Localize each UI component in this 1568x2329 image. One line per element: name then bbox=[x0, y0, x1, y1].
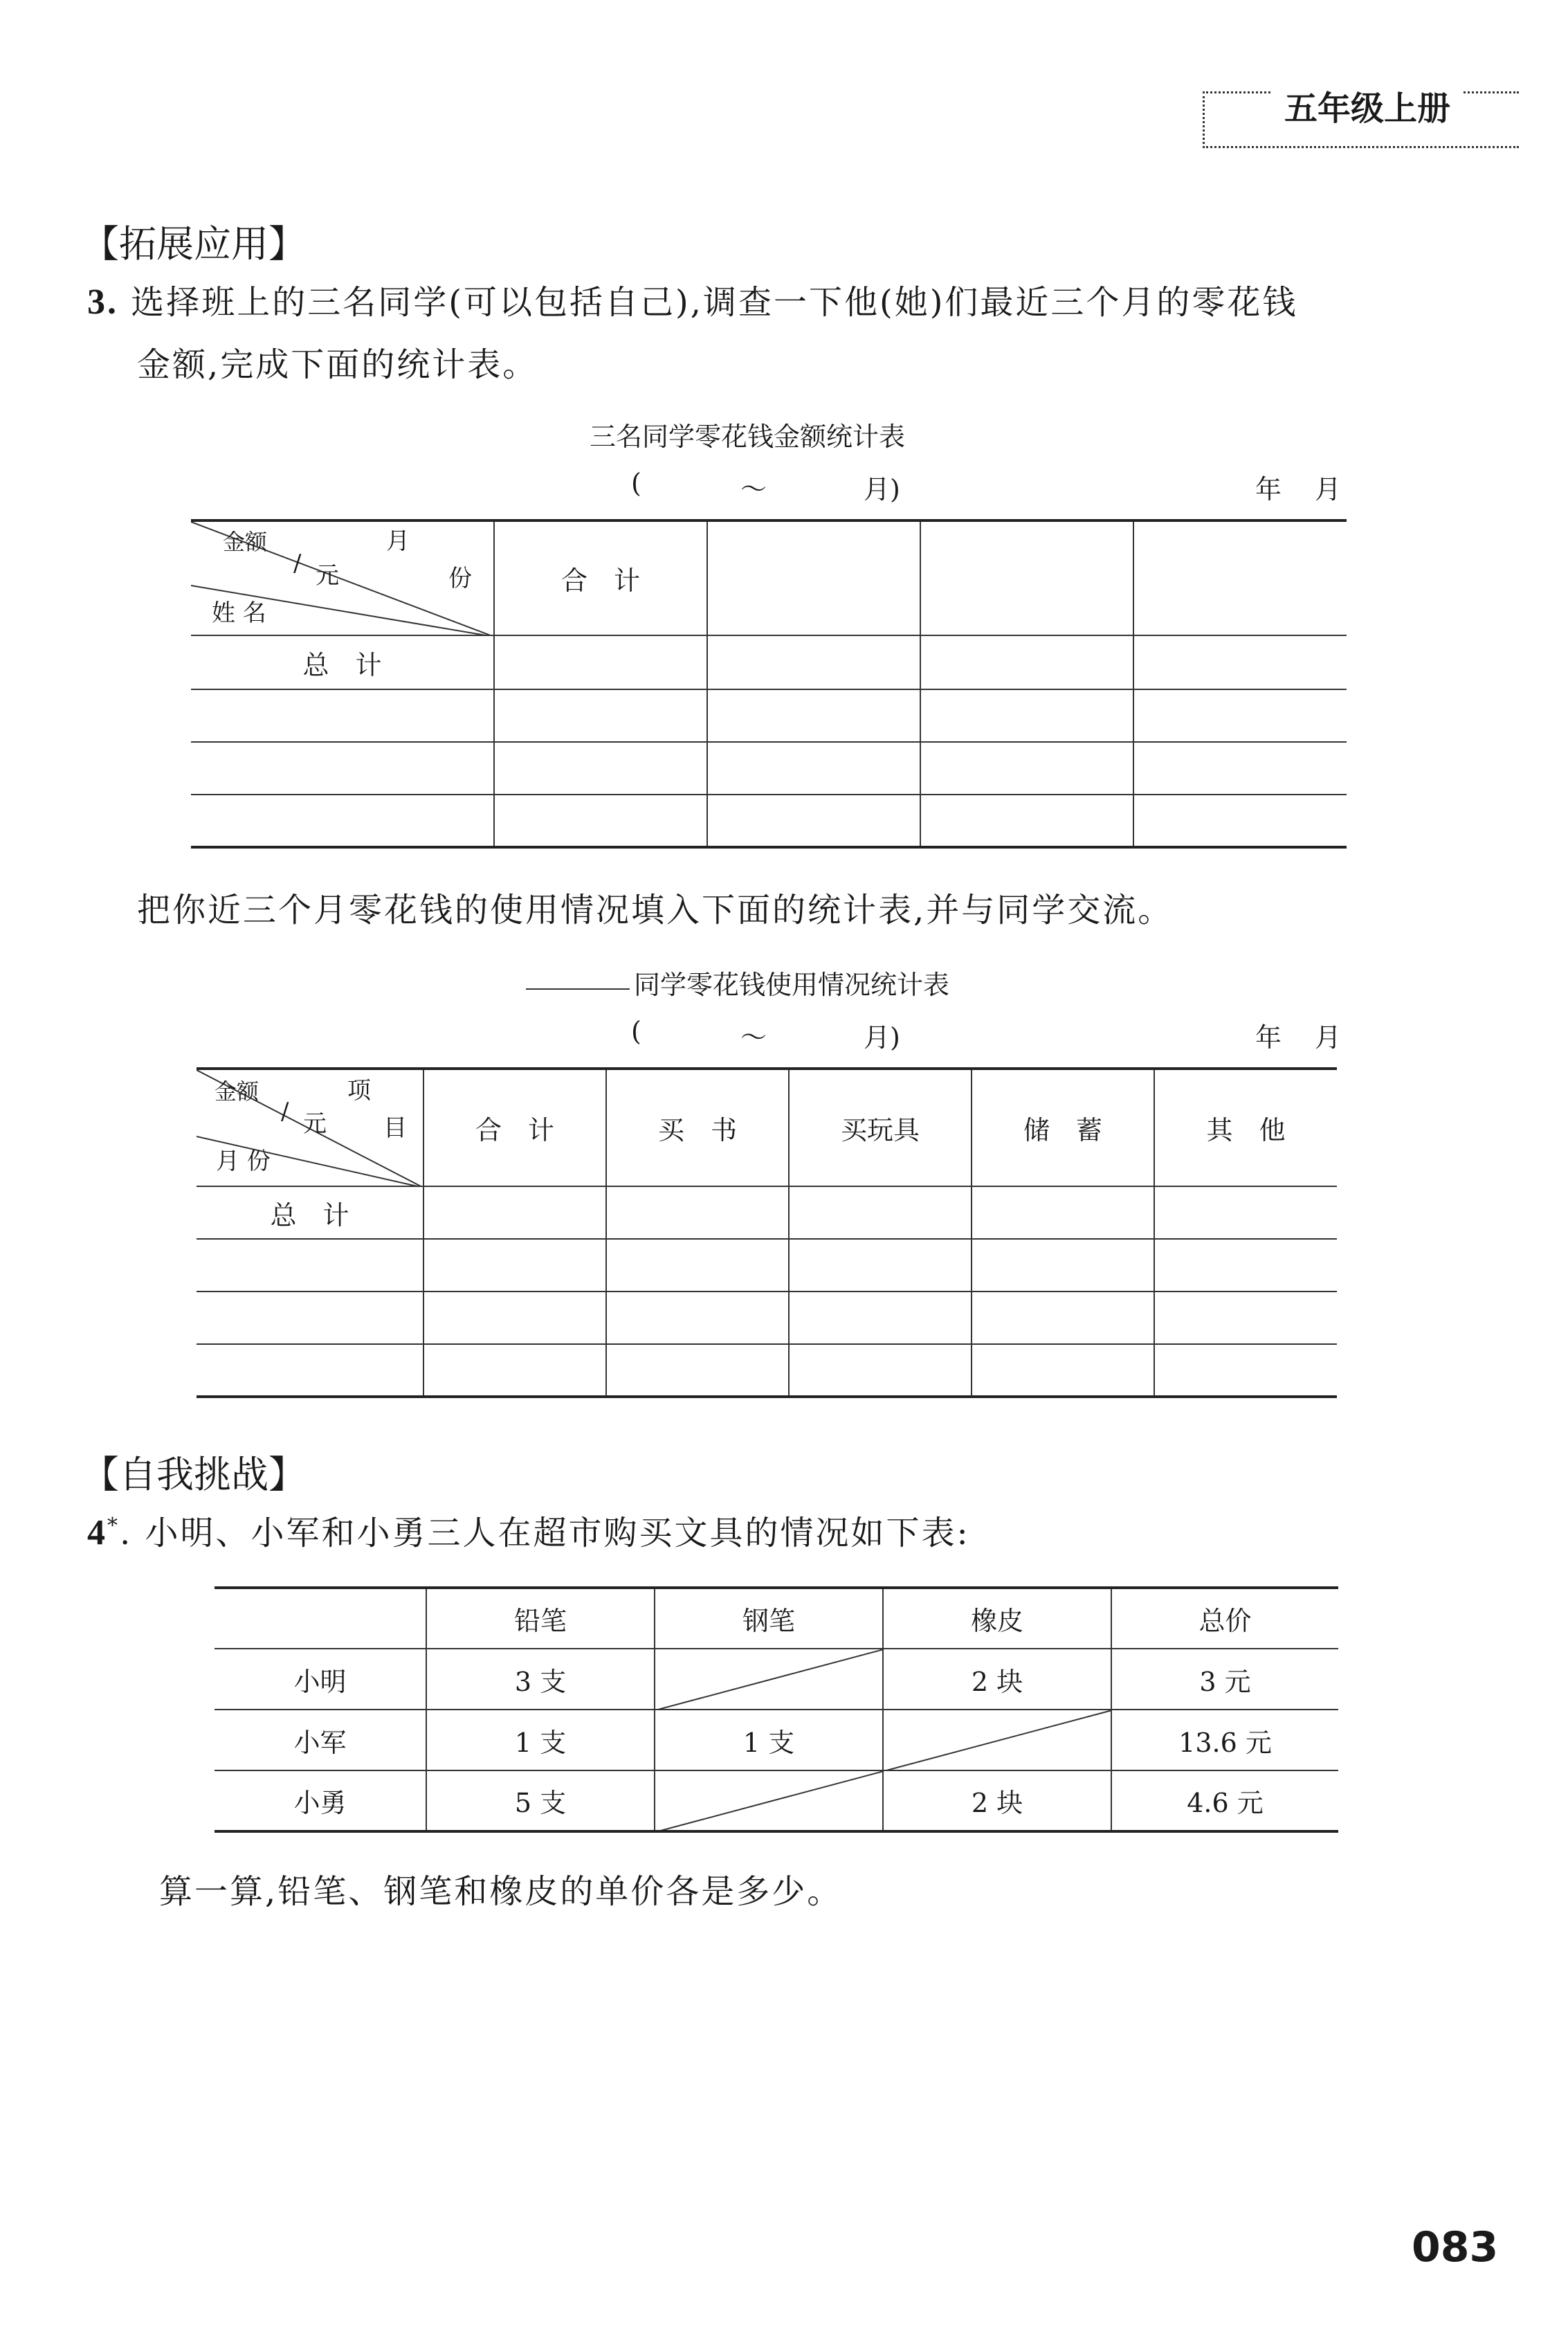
stationery-row-name: 小军 bbox=[215, 1710, 426, 1770]
page-number: 083 bbox=[1412, 2223, 1499, 2272]
table2-cell[interactable] bbox=[606, 1239, 789, 1292]
section-heading-extension: 【拓展应用】 bbox=[82, 222, 306, 266]
stationery-table bbox=[215, 1586, 1338, 1833]
table2-header-toys: 买玩具 bbox=[789, 1069, 972, 1186]
table2-period-tilde: ～ bbox=[740, 1022, 767, 1053]
section-heading-challenge: 【自我挑战】 bbox=[82, 1453, 306, 1496]
table2-cell[interactable] bbox=[606, 1186, 789, 1239]
table1-header-total: 合 计 bbox=[494, 520, 707, 635]
table2-name-blank[interactable] bbox=[526, 988, 630, 990]
table2-cell[interactable] bbox=[972, 1239, 1154, 1292]
table2-instruction: 把你近三个月零花钱的使用情况填入下面的统计表,并与同学交流。 bbox=[137, 891, 1174, 930]
table1-corner-slash: / bbox=[293, 550, 302, 577]
stationery-cell: 3 支 bbox=[426, 1649, 655, 1710]
table2-cell[interactable] bbox=[423, 1344, 606, 1397]
table1-corner-amount: 金额 bbox=[223, 529, 268, 555]
table2-period-open: ( bbox=[631, 1016, 641, 1046]
table2-cell[interactable] bbox=[1154, 1344, 1337, 1397]
table2-corner-slash: / bbox=[281, 1098, 289, 1125]
table1-cell[interactable] bbox=[707, 795, 920, 847]
question-3-line1 bbox=[87, 275, 1297, 323]
table1-cell[interactable] bbox=[707, 742, 920, 795]
table2-title-line bbox=[526, 963, 949, 1002]
table1-cell[interactable] bbox=[920, 795, 1133, 847]
table2-header-books: 买 书 bbox=[606, 1069, 789, 1186]
table2-cell[interactable] bbox=[1154, 1239, 1337, 1292]
table2-cell[interactable] bbox=[423, 1292, 606, 1344]
crossed-out-line bbox=[655, 1649, 883, 1710]
table2-corner-item: 项 bbox=[347, 1077, 371, 1105]
question-3-number: 3. bbox=[87, 282, 118, 322]
grade-label: 五年级上册 bbox=[1272, 82, 1463, 129]
table2-cell[interactable] bbox=[789, 1344, 972, 1397]
stationery-cell: 1 支 bbox=[426, 1710, 655, 1770]
table2-header-other: 其 他 bbox=[1154, 1069, 1337, 1186]
table2-cell[interactable] bbox=[789, 1292, 972, 1344]
table1-cell[interactable] bbox=[707, 689, 920, 742]
question-4-number: 4 bbox=[87, 1513, 107, 1552]
table1-period-open: ( bbox=[631, 468, 641, 498]
table1-cell[interactable] bbox=[494, 742, 707, 795]
table1-cell[interactable] bbox=[494, 635, 707, 689]
table1-corner-cell bbox=[191, 520, 494, 635]
table1-corner-month: 月 bbox=[386, 527, 410, 555]
table2-corner-yuan: 元 bbox=[303, 1110, 327, 1138]
table2-corner-month: 月 份 bbox=[216, 1148, 271, 1175]
table1-corner-yuan: 元 bbox=[316, 562, 339, 590]
table2-month-cell[interactable] bbox=[197, 1239, 423, 1292]
table1-cell[interactable] bbox=[920, 742, 1133, 795]
table2-corner-amount: 金额 bbox=[215, 1078, 259, 1105]
table2-header-total: 合 计 bbox=[423, 1069, 606, 1186]
stationery-header-total: 总价 bbox=[1111, 1588, 1338, 1649]
table2-month-cell[interactable] bbox=[197, 1344, 423, 1397]
stationery-crossed-cell bbox=[655, 1770, 883, 1831]
table1-header-month2[interactable] bbox=[920, 520, 1133, 635]
stationery-crossed-cell bbox=[655, 1649, 883, 1710]
table2-cell[interactable] bbox=[789, 1239, 972, 1292]
stationery-cell: 3 元 bbox=[1111, 1649, 1338, 1710]
stationery-header-blank bbox=[215, 1588, 426, 1649]
table1-total-row-label: 总 计 bbox=[191, 635, 494, 689]
table1-year: 年 bbox=[1255, 474, 1282, 505]
table2-cell[interactable] bbox=[1154, 1292, 1337, 1344]
money-usage-table bbox=[197, 1067, 1337, 1398]
question-4-ask: 算一算,铅笔、钢笔和橡皮的单价各是多少。 bbox=[159, 1872, 843, 1911]
table2-cell[interactable] bbox=[423, 1239, 606, 1292]
stationery-cell: 4.6 元 bbox=[1111, 1770, 1338, 1831]
question-4-text: . 小明、小军和小勇三人在超市购买文具的情况如下表: bbox=[120, 1514, 970, 1552]
stationery-header-eraser: 橡皮 bbox=[883, 1588, 1111, 1649]
table1-name-cell[interactable] bbox=[191, 795, 494, 847]
table1-cell[interactable] bbox=[1133, 635, 1347, 689]
table2-corner-cell bbox=[197, 1069, 423, 1186]
crossed-out-line bbox=[884, 1710, 1111, 1770]
table2-corner-mu: 目 bbox=[383, 1114, 407, 1142]
question-3-text-1: 选择班上的三名同学(可以包括自己),调查一下他(她)们最近三个月的零花钱 bbox=[131, 283, 1298, 322]
table1-cell[interactable] bbox=[920, 635, 1133, 689]
table1-cell[interactable] bbox=[494, 689, 707, 742]
table1-name-cell[interactable] bbox=[191, 742, 494, 795]
table1-header-month1[interactable] bbox=[707, 520, 920, 635]
table1-name-cell[interactable] bbox=[191, 689, 494, 742]
stationery-cell: 13.6 元 bbox=[1111, 1710, 1338, 1770]
table1-month: 月 bbox=[1315, 474, 1342, 505]
table1-cell[interactable] bbox=[1133, 795, 1347, 847]
table1-cell[interactable] bbox=[1133, 742, 1347, 795]
table2-cell[interactable] bbox=[972, 1186, 1154, 1239]
crossed-out-line bbox=[655, 1771, 883, 1831]
table2-month: 月 bbox=[1315, 1022, 1342, 1053]
table2-cell[interactable] bbox=[972, 1344, 1154, 1397]
table2-month-cell[interactable] bbox=[197, 1292, 423, 1344]
table2-cell[interactable] bbox=[606, 1344, 789, 1397]
table1-cell[interactable] bbox=[707, 635, 920, 689]
table2-cell[interactable] bbox=[606, 1292, 789, 1344]
table1-header-month3[interactable] bbox=[1133, 520, 1347, 635]
table2-year: 年 bbox=[1255, 1022, 1282, 1053]
stationery-header-pen: 钢笔 bbox=[655, 1588, 883, 1649]
stationery-cell: 2 块 bbox=[883, 1770, 1111, 1831]
table1-title: 三名同学零花钱金额统计表 bbox=[590, 422, 906, 452]
question-4-line bbox=[87, 1506, 970, 1554]
table1-corner-name: 姓 名 bbox=[212, 599, 266, 627]
table2-header-savings: 储 蓄 bbox=[972, 1069, 1154, 1186]
stationery-row-name: 小明 bbox=[215, 1649, 426, 1710]
table1-cell[interactable] bbox=[1133, 689, 1347, 742]
table2-cell[interactable] bbox=[789, 1186, 972, 1239]
table2-cell[interactable] bbox=[1154, 1186, 1337, 1239]
table1-cell[interactable] bbox=[494, 795, 707, 847]
table2-period-close: 月) bbox=[864, 1022, 900, 1053]
stationery-cell: 5 支 bbox=[426, 1770, 655, 1831]
stationery-header-pencil: 铅笔 bbox=[426, 1588, 655, 1649]
stationery-crossed-cell bbox=[883, 1710, 1111, 1770]
table2-title: 同学零花钱使用情况统计表 bbox=[634, 970, 950, 1000]
table1-period-close: 月) bbox=[864, 474, 900, 505]
table1-corner-fen: 份 bbox=[448, 565, 472, 592]
stationery-row-name: 小勇 bbox=[215, 1770, 426, 1831]
table1-cell[interactable] bbox=[920, 689, 1133, 742]
question-4-star: * bbox=[107, 1514, 120, 1538]
table2-total-row-label: 总 计 bbox=[197, 1186, 423, 1239]
stationery-cell: 2 块 bbox=[883, 1649, 1111, 1710]
pocket-money-table bbox=[191, 519, 1347, 849]
table1-period-tilde: ～ bbox=[740, 474, 767, 505]
question-3-text-2: 金额,完成下面的统计表。 bbox=[137, 345, 538, 384]
table2-cell[interactable] bbox=[423, 1186, 606, 1239]
table2-cell[interactable] bbox=[972, 1292, 1154, 1344]
stationery-cell: 1 支 bbox=[655, 1710, 883, 1770]
